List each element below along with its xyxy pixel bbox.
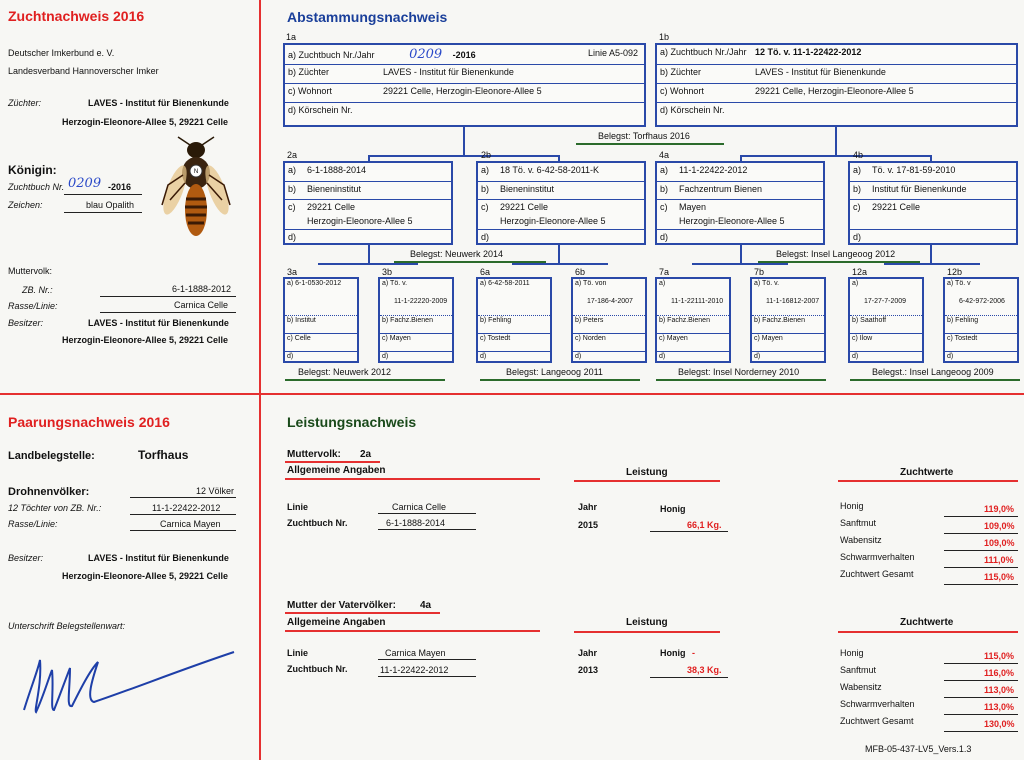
divider-horizontal [0,393,1024,395]
small-box-id: 6a [480,267,491,277]
box-4a-c2-value: Herzogin-Eleonore-Allee 5 [679,216,785,226]
small-box-field-b: b) Institut [287,317,316,324]
small-box-field-c: c) Mayen [382,335,411,342]
zuchtbuch-year: -2016 [108,182,132,192]
zb-label-2: Zuchtbuch Nr. [287,664,348,674]
zuchtwert-value: 111,0% [984,555,1014,565]
connector [884,263,980,265]
zb-value-2: 11-1-22422-2012 [380,665,449,675]
small-box-field-d: d) [947,353,954,360]
linie-underline-2 [378,659,476,660]
box-2a-b-value: Bieneninstitut [307,184,362,194]
zeichen-label: Zeichen: [8,200,43,210]
zuchtwert-underline [944,697,1018,698]
small-box [848,277,924,363]
box-4b-b-value: Institut für Bienenkunde [872,184,967,194]
box-2a-b-label: b) [288,184,297,194]
zb-underline [100,296,236,297]
small-box-id: 3b [382,267,393,277]
zuchtwert-value: 115,0% [984,651,1015,661]
connector [512,263,608,265]
zeichen-value: blau Opalith [86,200,135,210]
belegstelle-3a-line [285,379,445,381]
small-box-id: 12b [947,267,963,277]
small-box-field-a2: 11-1-22220-2009 [394,298,448,305]
connector [835,127,837,157]
box-2b [476,161,646,245]
connector [740,155,932,157]
box-1b-a-label: a) Zuchtbuch Nr./Jahr [660,47,747,57]
small-box-id: 12a [852,267,868,277]
zuchtwert-value: 130,0% [984,719,1015,729]
box-2a-id: 2a [287,150,298,160]
zuchtwert-name: Wabensitz [840,682,882,692]
zuchtnachweis-title: Zuchtnachweis 2016 [8,8,145,24]
allgemein-underline-2 [285,630,540,632]
small-box-field-b: b) Saathoff [852,317,887,324]
box-2a-a-label: a) [288,165,297,175]
paarung-besitzer-label: Besitzer: [8,553,44,563]
zuchtwert-name: Wabensitz [840,535,882,545]
small-box-field-a2: 17-27-7-2009 [864,298,907,305]
muttervolk-heading-value: 2a [360,449,372,460]
zb-label: ZB. Nr.: [22,285,53,295]
box-4b [848,161,1018,245]
small-box-field-d: d) [382,353,389,360]
zuchtwert-value: 113,0% [984,702,1015,712]
zuchtwert-name: Sanftmut [840,518,877,528]
honig-value-1: 66,1 Kg. [687,520,722,530]
jahr-label-1: Jahr [578,502,598,512]
paarung-rasse-underline [130,530,236,531]
box-1b [655,43,1018,127]
zuchtwerte-underline-1 [838,480,1018,482]
linie-underline-1 [378,513,476,514]
small-box-field-b: b) Peters [575,317,604,324]
paarung-besitzer-name: LAVES - Institut für Bienenkunde [88,553,229,563]
linie-value-1: Carnica Celle [392,502,447,512]
small-box-field-a: a) Tö. v. [754,280,780,287]
small-box-id: 6b [575,267,586,277]
landbelegstelle-label: Landbelegstelle: [8,450,95,462]
muttervolk-label: Muttervolk: [8,266,53,276]
small-box-field-c: c) Mayen [659,335,688,342]
small-box-field-b: b) Fachz.Bienen [754,317,805,324]
box-1a-b-value: LAVES - Institut für Bienenkunde [383,67,514,77]
box-1a-a-hand: 0209 [409,47,443,62]
zuchtwert-name: Honig [840,648,864,658]
connector [463,127,465,157]
belegstelle-3d-line [850,379,1020,381]
zuchtwert-name: Zuchtwert Gesamt [840,569,914,579]
zuchtwert-value: 116,0% [984,668,1015,678]
allgemein-heading-2: Allgemeine Angaben [287,617,386,628]
belegstelle-2a: Belegst: Neuwerk 2014 [410,249,504,259]
landbelegstelle-value: Torfhaus [138,448,189,462]
small-box-field-d: d) [754,353,761,360]
zuchtwert-underline [944,680,1018,681]
zuchtwert-name: Honig [840,501,864,511]
small-box-field-c: c) Mayen [754,335,783,342]
belegstelle-3b-line [480,379,640,381]
unterschrift-label: Unterschrift Belegstellenwart: [8,621,126,631]
allgemein-heading-1: Allgemeine Angaben [287,465,386,476]
small-box-id: 7b [754,267,765,277]
zuchtwert-underline [944,550,1018,551]
jahr-value-1: 2015 [578,520,599,530]
box-4b-d-label: d) [853,232,862,242]
box-1a-c-label: c) Wohnort [288,86,332,96]
small-box-id: 7a [659,267,670,277]
small-box-field-a2: 11-1-22111-2010 [671,298,724,305]
connector [558,245,560,265]
drohnen-value: 12 Völker [196,486,235,496]
zb-value-1: 6-1-1888-2014 [386,518,446,528]
box-4a-c-value: Mayen [679,202,707,212]
small-box [378,277,454,363]
box-1a-c-value: 29221 Celle, Herzogin-Eleonore-Allee 5 [383,86,542,96]
small-box-field-c: c) Tostedt [947,335,978,342]
belegstelle-2b-line [758,261,920,263]
connector [740,245,742,265]
zuchtwert-underline [944,567,1018,568]
belegstelle-3a: Belegst: Neuwerk 2012 [298,367,392,377]
linie-label-2: Linie [287,648,309,658]
box-1a-a-year: -2016 [452,50,476,60]
belegstelle-2a-line [394,261,546,263]
leistung-heading-1: Leistung [626,467,668,478]
honig-value-2: 38,3 Kg. [687,665,722,675]
box-2b-id: 2b [481,150,492,160]
honig-label-2: Honig [660,648,686,658]
small-box [943,277,1019,363]
box-1b-d-label: d) Körschein Nr. [660,105,725,115]
zuechter-address: Herzogin-Eleonore-Allee 5, 29221 Celle [62,117,229,127]
rasse-label: Rasse/Linie: [8,301,58,311]
box-4a-a-value: 11-1-22422-2012 [679,165,748,175]
small-box-field-b: b) Fehling [947,317,979,324]
box-2b-c2-value: Herzogin-Eleonore-Allee 5 [500,216,606,226]
zuchtwert-underline [944,584,1018,585]
zuchtbuch-underline [64,194,142,195]
honig-mark-2: - [692,648,695,658]
small-box [571,277,647,363]
small-box-field-c: c) Tostedt [480,335,511,342]
vatervoelker-heading-value: 4a [420,600,432,611]
box-2a-c-value: 29221 Celle [307,202,356,212]
queen-bee-image [150,135,242,240]
box-4a-b-label: b) [660,184,669,194]
small-box-field-a2: 17-186-4-2007 [587,298,633,305]
box-2a [283,161,453,245]
small-box-field-a: a) Tö. von [575,280,607,287]
zuchtwert-name: Schwarmverhalten [840,699,915,709]
zb-label-1: Zuchtbuch Nr. [287,518,348,528]
box-4a-d-label: d) [660,232,669,242]
connector [368,245,370,265]
box-4a-c-label: c) [660,202,668,212]
paarung-rasse-value: Carnica Mayen [160,519,221,529]
small-box-field-a2: 11-1-16812-2007 [766,298,820,305]
toechter-underline [130,514,236,515]
leistung-underline-1 [574,480,720,482]
box-4b-b-label: b) [853,184,862,194]
box-2b-c-value: 29221 Celle [500,202,549,212]
zb-underline-2 [378,676,476,677]
box-1b-b-value: LAVES - Institut für Bienenkunde [755,67,886,77]
box-2b-d-label: d) [481,232,490,242]
drohnen-underline [130,497,236,498]
svg-text:N: N [193,169,199,175]
belegstelle-3c: Belegst: Insel Norderney 2010 [678,367,800,377]
zuchtwert-value: 109,0% [984,538,1015,548]
toechter-value: 11-1-22422-2012 [152,503,221,513]
zuchtbuch-handwritten: 0209 [68,176,102,191]
box-1b-a-value: 12 Tö. v. 11-1-22422-2012 [755,47,862,57]
zuchtwerte-heading-1: Zuchtwerte [900,467,954,478]
zuchtwert-name: Sanftmut [840,665,877,675]
small-box-field-a: a) Tö. v. [382,280,408,287]
org-name: Deutscher Imkerbund e. V. [8,48,115,58]
small-box-field-d: d) [480,353,487,360]
vatervoelker-heading-label: Mutter der Vatervölker: [287,600,396,611]
small-box-id: 3a [287,267,298,277]
box-1a [283,43,646,127]
zuchtwert-underline [944,731,1018,732]
zuchtwerte-heading-2: Zuchtwerte [900,617,954,628]
zuchtbuch-label: Zuchtbuch Nr. [8,182,65,192]
besitzer-label: Besitzer: [8,318,44,328]
abstammung-title: Abstammungsnachweis [287,9,448,25]
small-box-field-d: d) [852,353,859,360]
box-1a-linie: Linie A5-092 [587,48,638,58]
small-box [750,277,826,363]
box-1a-d-label: d) Körschein Nr. [288,105,353,115]
zuchtwert-value: 109,0% [984,521,1015,531]
box-4b-a-value: Tö. v. 17-81-59-2010 [872,165,956,175]
paarungsnachweis-title: Paarungsnachweis 2016 [8,414,170,430]
toechter-label: 12 Töchter von ZB. Nr.: [8,503,102,513]
small-box-field-b: b) Fachz.Bienen [382,317,433,324]
small-box [476,277,552,363]
honig-underline-2 [650,677,728,678]
small-box-field-c: c) Ilow [852,335,873,342]
zuchtwert-value: 115,0% [984,572,1015,582]
connector [692,263,788,265]
rasse-underline [100,312,236,313]
honig-underline-1 [650,531,728,532]
belegstelle-3d: Belegst.: Insel Langeoog 2009 [872,367,994,377]
zuchtwert-name: Schwarmverhalten [840,552,915,562]
box-4b-c-label: c) [853,202,861,212]
box-2b-a-value: 18 Tö. v. 6-42-58-2011-K [500,165,600,175]
belegstelle-1-line [576,143,724,145]
box-2a-d-label: d) [288,232,297,242]
jahr-value-2: 2013 [578,665,599,675]
box-2a-c-label: c) [288,202,296,212]
small-box-field-a: a) 6-42-58-2011 [480,280,530,287]
box-4b-a-label: a) [853,165,862,175]
belegstelle-3c-line [656,379,826,381]
vatervoelker-heading-underline [285,612,440,614]
small-box-field-c: c) Norden [575,335,606,342]
box-4a-b-value: Fachzentrum Bienen [679,184,763,194]
small-box-field-b: b) Fachz.Bienen [659,317,710,324]
zuchtwert-underline [944,663,1018,664]
zuchtwert-underline [944,533,1018,534]
leistung-title: Leistungsnachweis [287,414,417,430]
small-box-field-d: d) [575,353,582,360]
zuchtwert-underline [944,714,1018,715]
rasse-value: Carnica Celle [174,300,229,310]
small-box-field-d: d) [659,353,666,360]
muttervolk-heading-label: Muttervolk: [287,449,341,460]
box-4b-id: 4b [853,150,864,160]
box-1b-c-label: c) Wohnort [660,86,704,96]
belegstelle-1: Belegst: Torfhaus 2016 [598,131,690,141]
connector [930,245,932,265]
box-1a-a-label: a) Zuchtbuch Nr./Jahr [288,50,375,60]
belegstelle-3b: Belegst: Langeoog 2011 [506,367,603,377]
box-2b-a-label: a) [481,165,490,175]
muttervolk-heading-underline [285,461,380,463]
box-2a-c2-value: Herzogin-Eleonore-Allee 5 [307,216,413,226]
org-subname: Landesverband Hannoverscher Imker [8,66,159,76]
box-1a-id: 1a [286,32,297,42]
linie-value-2: Carnica Mayen [385,648,446,658]
box-2b-b-label: b) [481,184,490,194]
zuchtwerte-underline-2 [838,631,1018,633]
paarung-rasse-label: Rasse/Linie: [8,519,58,529]
small-box-field-a: a) Tö. v [947,280,971,287]
box-1a-b-label: b) Züchter [288,67,330,77]
divider-vertical [259,0,261,760]
leistung-heading-2: Leistung [626,617,668,628]
small-box-field-a: a) [659,280,666,287]
belegstelle-2b: Belegst: Insel Langeoog 2012 [776,249,896,259]
small-box-field-d: d) [287,353,294,360]
box-1b-b-label: b) Züchter [660,67,702,77]
small-box-field-b: b) Fehling [480,317,512,324]
paarung-besitzer-address: Herzogin-Eleonore-Allee 5, 29221 Celle [62,571,229,581]
allgemein-underline-1 [285,478,540,480]
besitzer-address: Herzogin-Eleonore-Allee 5, 29221 Celle [62,335,229,345]
connector [368,155,560,157]
form-code: MFB-05-437-LV5_Vers.1.3 [865,744,972,754]
besitzer-name: LAVES - Institut für Bienenkunde [88,318,229,328]
signature-image [20,640,240,725]
box-1b-c-value: 29221 Celle, Herzogin-Eleonore-Allee 5 [755,86,914,96]
zuechter-name: LAVES - Institut für Bienenkunde [88,98,229,108]
box-4a-id: 4a [659,150,670,160]
box-2a-a-value: 6-1-1888-2014 [307,165,367,175]
leistung-underline-2 [574,631,720,633]
zuchtwert-value: 113,0% [984,685,1015,695]
box-4a-a-label: a) [660,165,669,175]
drohnen-label: Drohnenvölker: [8,486,90,498]
linie-label-1: Linie [287,502,309,512]
small-box-field-a2: 6-42-972-2006 [959,298,1005,305]
small-box [283,277,359,363]
zuchtwert-name: Zuchtwert Gesamt [840,716,914,726]
box-2b-c-label: c) [481,202,489,212]
zuechter-label: Züchter: [8,98,42,108]
box-4a [655,161,825,245]
jahr-label-2: Jahr [578,648,598,658]
small-box [655,277,731,363]
honig-label-1: Honig [660,504,686,514]
koenigin-label: Königin: [8,163,57,177]
small-box-field-a: a) [852,280,859,287]
box-4b-c-value: 29221 Celle [872,202,921,212]
zeichen-underline [64,212,142,213]
box-1b-id: 1b [659,32,670,42]
zb-underline-1 [378,529,476,530]
small-box-field-a: a) 6-1-0530-2012 [287,280,342,287]
zuchtwert-underline [944,516,1018,517]
zuchtwert-value: 119,0% [984,504,1015,514]
box-2b-b-value: Bieneninstitut [500,184,555,194]
zb-value: 6-1-1888-2012 [172,284,232,294]
connector [318,263,418,265]
small-box-field-c: c) Celle [287,335,311,342]
